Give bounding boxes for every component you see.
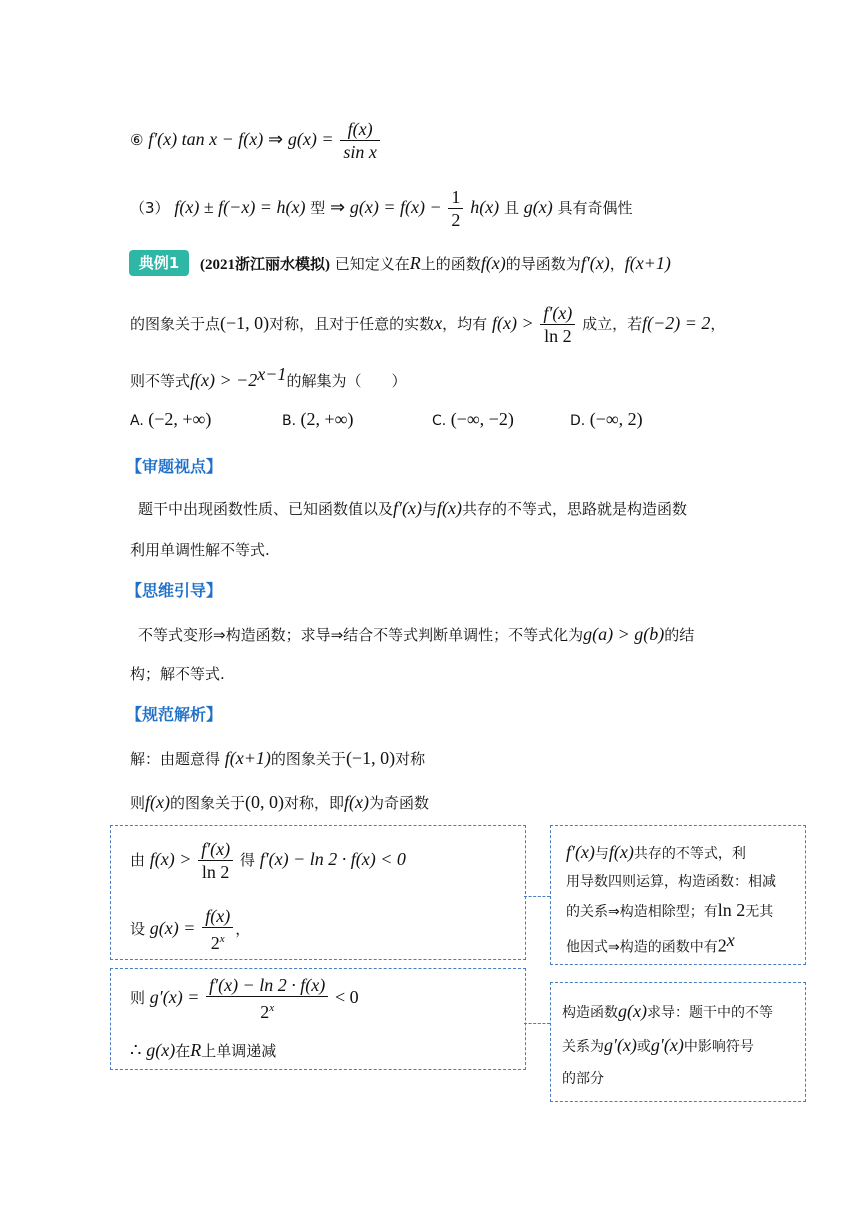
shenti-paragraph-2: 利用单调性解不等式. — [130, 541, 270, 559]
formula-6-g: g(x) = — [287, 129, 334, 149]
inequality-2-exponent: x−1 — [257, 364, 287, 384]
note-text: 的关系⇒构造相除型；有 — [566, 904, 718, 920]
siwei-paragraph — [138, 624, 738, 645]
example-text: 的图象关于点 — [130, 315, 221, 333]
siwei-text: 的结 — [664, 626, 695, 644]
one-half-fraction — [448, 186, 463, 231]
connector-2 — [524, 1023, 550, 1024]
f-of-x: f(x) — [480, 253, 506, 273]
fraction-denominator: ln 2 — [201, 862, 230, 882]
option-value: (−∞, −2) — [450, 409, 514, 429]
g-prime-of-x: g′(x) — [650, 1035, 684, 1055]
section-heading-shenti: 【审题视点】 — [126, 457, 223, 476]
box-text: 得 — [239, 851, 255, 869]
variable-x: x — [434, 313, 443, 333]
inequality-lhs: f(x) > — [491, 313, 534, 333]
fraction-denominator: sin x — [343, 142, 377, 162]
box2-line-1 — [130, 974, 359, 1023]
note-text: 中影响符号 — [683, 1039, 754, 1055]
fraction-numerator: f′(x) — [198, 838, 233, 861]
note-text: 共存的不等式，利 — [633, 846, 746, 862]
fraction-denominator: ln 2 — [544, 326, 572, 346]
box-text: 上单调递减 — [201, 1042, 277, 1060]
ln-two: ln 2 — [717, 900, 746, 920]
shenti-text: 题干中出现函数性质、已知函数值以及 — [138, 500, 394, 518]
set-r: R — [409, 253, 421, 273]
g-of-x: g(x) — [146, 1040, 176, 1060]
box2-line-2 — [130, 1040, 276, 1061]
fraction-denominator: 2 — [451, 210, 461, 230]
example-line-3 — [130, 364, 406, 391]
note-text: 关系为 — [562, 1039, 604, 1055]
option-label: A. — [130, 413, 144, 429]
example-text: ， — [710, 315, 726, 333]
g-of-x: g(x) — [618, 1001, 647, 1021]
solution-text: 则 — [130, 794, 146, 812]
note-1-text — [566, 838, 798, 962]
f-prime-of-x: f′(x) — [566, 842, 595, 862]
solution-line-1 — [130, 748, 425, 769]
rule-3-lhs: f(x) ± f(−x) = h(x) — [174, 197, 306, 217]
note-line: 的部分 — [562, 1071, 604, 1087]
shenti-text: 与 — [421, 500, 437, 518]
fraction-numerator: f′(x) − ln 2 · f(x) — [206, 974, 328, 997]
note-line — [562, 1029, 800, 1063]
circled-six: ⑥ — [130, 131, 144, 149]
box1-line-2 — [130, 905, 250, 954]
note-line — [562, 995, 800, 1029]
exponent-x: x — [219, 933, 225, 945]
fraction-denominator — [202, 928, 233, 954]
rule-3-type: 型 — [310, 199, 326, 217]
note-text: 与 — [594, 846, 609, 862]
box-text: ， — [235, 920, 251, 938]
g-prime-of-x: g′(x) = — [149, 987, 200, 1007]
option-b[interactable] — [282, 409, 354, 431]
comma: ， — [609, 255, 625, 273]
section-heading-siwei: 【思维引导】 — [126, 581, 223, 600]
option-label: D. — [570, 413, 586, 429]
point-minus-one-zero: (−1, 0) — [220, 313, 270, 333]
note-line — [566, 896, 798, 926]
example-text: 的解集为（ ） — [286, 372, 407, 390]
therefore-symbol: ∴ — [130, 1040, 142, 1060]
exponent-x: x — [726, 930, 735, 950]
note-text: 构造函数 — [562, 1005, 618, 1021]
g-fraction — [202, 905, 233, 954]
g-prime-of-x: g′(x) — [604, 1035, 637, 1055]
condition-f-minus-2: f(−2) = 2 — [642, 313, 711, 333]
implies-arrow: ⇒ — [268, 129, 284, 149]
note-text: 无其 — [745, 904, 774, 920]
point-minus-one-zero: (−1, 0) — [345, 748, 396, 768]
option-label: C. — [432, 413, 447, 429]
less-than-zero: < 0 — [334, 987, 359, 1007]
solution-line-2 — [130, 792, 429, 813]
rule-3-and: 且 — [503, 199, 519, 217]
f-prime-of-x: f′(x) — [393, 498, 422, 518]
option-value: (2, +∞) — [300, 409, 354, 429]
box1-line-1 — [130, 838, 406, 883]
box-text: 在 — [175, 1042, 191, 1060]
option-value: (−∞, 2) — [589, 409, 643, 429]
g-of-x: g(x) = — [149, 918, 196, 938]
shenti-text: 共存的不等式，思路就是构造函数 — [461, 500, 687, 518]
solution-text: 为奇函数 — [369, 794, 430, 812]
box-text: 设 — [130, 920, 146, 938]
fraction-numerator: f(x) — [202, 905, 233, 928]
siwei-text: 不等式变形⇒构造函数；求导⇒结合不等式判断单调性；不等式化为 — [138, 626, 584, 644]
fraction-denominator — [206, 997, 328, 1023]
example-text: 成立，若 — [582, 315, 643, 333]
inequality-fraction — [198, 838, 233, 883]
rule-3 — [130, 186, 633, 231]
connector-1 — [524, 896, 550, 897]
solution-text: 解：由题意得 — [130, 750, 221, 768]
note-line — [566, 838, 798, 868]
rule-3-tail: 具有奇偶性 — [557, 199, 633, 217]
note-2-text — [562, 995, 800, 1095]
formula-6 — [130, 118, 382, 163]
solution-text: 的图象关于 — [270, 750, 346, 768]
option-a[interactable] — [130, 409, 211, 431]
inequality-2: f(x) > −2 — [190, 370, 258, 390]
f-of-x: f(x) — [344, 792, 370, 812]
siwei-paragraph-2: 构；解不等式. — [130, 665, 225, 683]
solution-text: 的图象关于 — [170, 794, 246, 812]
note-text: 求导：题干中的不等 — [646, 1005, 773, 1021]
example-badge: 典例1 — [129, 250, 189, 276]
example-line-1 — [200, 253, 671, 275]
option-d[interactable] — [570, 409, 643, 431]
f-of-x-plus-1: f(x+1) — [624, 253, 671, 273]
implies-arrow: ⇒ — [330, 197, 346, 217]
solution-text: 对称，即 — [284, 794, 345, 812]
option-c[interactable] — [432, 409, 514, 431]
g-a-gt-g-b: g(a) > g(b) — [583, 624, 665, 644]
exponent-x: x — [269, 1002, 275, 1014]
point-origin: (0, 0) — [245, 792, 285, 812]
f-of-x: f(x) — [436, 498, 462, 518]
example-text: 则不等式 — [130, 372, 191, 390]
option-label: B. — [282, 413, 297, 429]
section-heading-guifan: 【规范解析】 — [126, 705, 223, 724]
example-text: 上的函数 — [420, 255, 481, 273]
rule-3-gx: g(x) — [523, 197, 553, 217]
g-prime-fraction — [206, 974, 328, 1023]
note-line — [566, 926, 798, 962]
box-text: 由 — [130, 851, 146, 869]
rule-3-label: （3） — [130, 199, 170, 217]
example-text: ，均有 — [442, 315, 488, 333]
f-of-x-plus-1: f(x+1) — [224, 748, 271, 768]
base-two: 2 — [210, 933, 220, 953]
rule-3-g: g(x) = f(x) − — [349, 197, 442, 217]
shenti-paragraph — [138, 498, 738, 519]
f-prime-of-x: f′(x) — [580, 253, 610, 273]
formula-6-fraction — [340, 118, 380, 163]
example-text: 已知定义在 — [334, 255, 410, 273]
note-line: 用导数四则运算，构造函数：相减 — [566, 874, 776, 890]
option-value: (−2, +∞) — [148, 409, 212, 429]
formula-6-lhs: f′(x) tan x − f(x) — [148, 129, 264, 149]
f-of-x: f(x) — [145, 792, 170, 812]
base-two: 2 — [717, 935, 727, 956]
rule-3-h: h(x) — [470, 197, 500, 217]
example-text: 的导函数为 — [505, 255, 581, 273]
transformed-inequality: f′(x) − ln 2 · f(x) < 0 — [259, 849, 406, 869]
f-of-x: f(x) — [608, 842, 634, 862]
note-text: 他因式⇒构造的函数中有 — [566, 939, 718, 956]
set-r: R — [190, 1040, 202, 1060]
fraction-numerator: f(x) — [340, 118, 380, 141]
note-text: 或 — [636, 1039, 651, 1055]
example-text: 对称，且对于任意的实数 — [269, 315, 435, 333]
solution-text: 对称 — [395, 750, 426, 768]
base-two: 2 — [260, 1002, 270, 1022]
box-text: 则 — [130, 989, 146, 1007]
example-source: (2021浙江丽水模拟) — [200, 257, 330, 273]
inequality-fraction — [540, 302, 575, 347]
example-line-2 — [130, 302, 725, 347]
inequality-lhs: f(x) > — [149, 849, 192, 869]
fraction-numerator: f′(x) — [540, 302, 575, 325]
fraction-numerator: 1 — [448, 186, 463, 209]
